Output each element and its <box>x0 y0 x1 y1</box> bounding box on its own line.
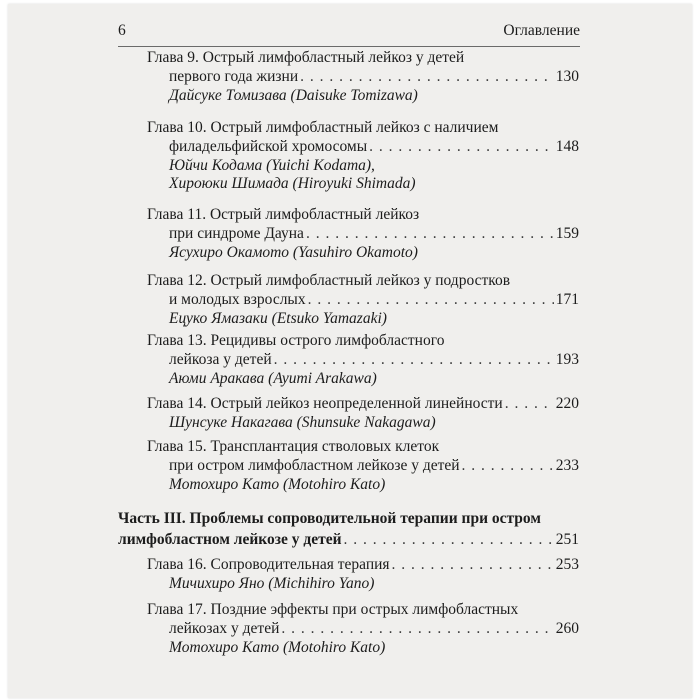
running-head: Оглавление <box>503 22 580 39</box>
toc-page-number: 253 <box>555 556 579 573</box>
toc-entry-title: Глава 9. Острый лимфобластный лейкоз у детей <box>147 49 465 66</box>
dot-leader <box>274 351 554 370</box>
toc-entry-author: Аюми Аракава (Ayumi Arakawa) <box>169 369 377 387</box>
toc-entry-title: лейкозах у детей <box>169 619 280 637</box>
toc-entry-title: Глава 11. Острый лимфобластный лейкоз <box>147 206 420 223</box>
toc-entry-title: первого года жизни <box>169 67 299 85</box>
dot-leader <box>344 529 554 550</box>
toc-entry-title: при синдроме Дауна <box>169 224 304 242</box>
dot-leader <box>308 291 554 310</box>
toc-entry-author: Юйчи Кодама (Yuichi Kodama), <box>169 156 375 174</box>
toc-page-number: 159 <box>555 224 579 242</box>
toc-entry-author: Мотохиро Като (Motohiro Kato) <box>169 475 386 493</box>
toc-entry-chapter-10[interactable] <box>147 119 579 194</box>
toc-entry-chapter-17[interactable] <box>147 601 579 657</box>
toc-entry-chapter-12[interactable] <box>147 272 579 328</box>
toc-entry-title: Глава 12. Острый лимфобластный лейкоз у подростков <box>147 272 511 289</box>
toc-entry-chapter-13[interactable] <box>147 332 579 388</box>
toc-entry-author: Мотохиро Като (Motohiro Kato) <box>169 638 386 656</box>
toc-page-number: 233 <box>555 456 579 474</box>
toc-entry-title: Глава 15. Трансплантация стволовых клеток <box>147 438 440 455</box>
book-page <box>8 4 692 698</box>
toc-page-number: 130 <box>555 67 579 85</box>
toc-entry-author: Ясухиро Окамото (Yasuhiro Okamoto) <box>169 243 418 261</box>
toc-page-number: 148 <box>555 137 579 155</box>
toc-entry-title: филадельфийской хромосомы <box>169 137 368 155</box>
toc-entry-title: лейкоза у детей <box>169 350 272 368</box>
page-header <box>118 20 580 47</box>
toc-entry-chapter-14[interactable] <box>147 395 579 433</box>
toc-page-number: 220 <box>555 395 579 412</box>
page-number: 6 <box>118 22 126 39</box>
toc-entry-chapter-16[interactable] <box>147 556 579 594</box>
dot-leader <box>392 556 554 575</box>
toc-entry-title: Глава 10. Острый лимфобластный лейкоз с наличием <box>147 119 499 136</box>
toc-entry-author: Шунсуке Накагава (Shunsuke Nakagawa) <box>169 413 436 431</box>
dot-leader <box>462 457 554 476</box>
toc-part-title: Часть III. Проблемы сопроводительной терапии при остром <box>118 510 541 527</box>
toc-entry-title: Глава 13. Рецидивы острого лимфобластного <box>147 332 445 349</box>
toc-entry-title: Глава 16. Сопроводительная терапия <box>147 556 390 573</box>
dot-leader <box>505 395 554 414</box>
toc-entry-chapter-15[interactable] <box>147 438 579 494</box>
dot-leader <box>281 620 553 639</box>
toc-page-number: 260 <box>555 619 579 637</box>
toc-part-3[interactable] <box>118 508 579 550</box>
toc-entry-author: Ецуко Ямазаки (Etsuko Yamazaki) <box>169 309 387 327</box>
toc-entry-title: Глава 14. Острый лейкоз неопределенной линейности <box>147 395 503 412</box>
toc-entry-author: Дайсуке Томизава (Daisuke Tomizawa) <box>169 86 418 104</box>
toc-entry-title: Глава 17. Поздние эффекты при острых лимфобластных <box>147 601 519 618</box>
toc-entry-chapter-9[interactable] <box>147 49 579 105</box>
toc-entry-author: Хироюки Шимада (Hiroyuki Shimada) <box>169 175 416 193</box>
dot-leader <box>300 68 554 87</box>
dot-leader <box>369 138 554 157</box>
toc-page-number: 171 <box>555 290 579 308</box>
toc-entry-chapter-11[interactable] <box>147 206 579 262</box>
toc-entry-author: Мичихиро Яно (Michihiro Yano) <box>169 574 375 592</box>
toc-entry-title: и молодых взрослых <box>169 290 306 308</box>
dot-leader <box>306 225 554 244</box>
toc-entry-title: при остром лимфобластном лейкозе у детей <box>169 456 460 474</box>
toc-page-number: 251 <box>555 531 579 548</box>
toc-part-title: лимфобластном лейкозе у детей <box>118 531 342 548</box>
toc-page-number: 193 <box>555 350 579 368</box>
